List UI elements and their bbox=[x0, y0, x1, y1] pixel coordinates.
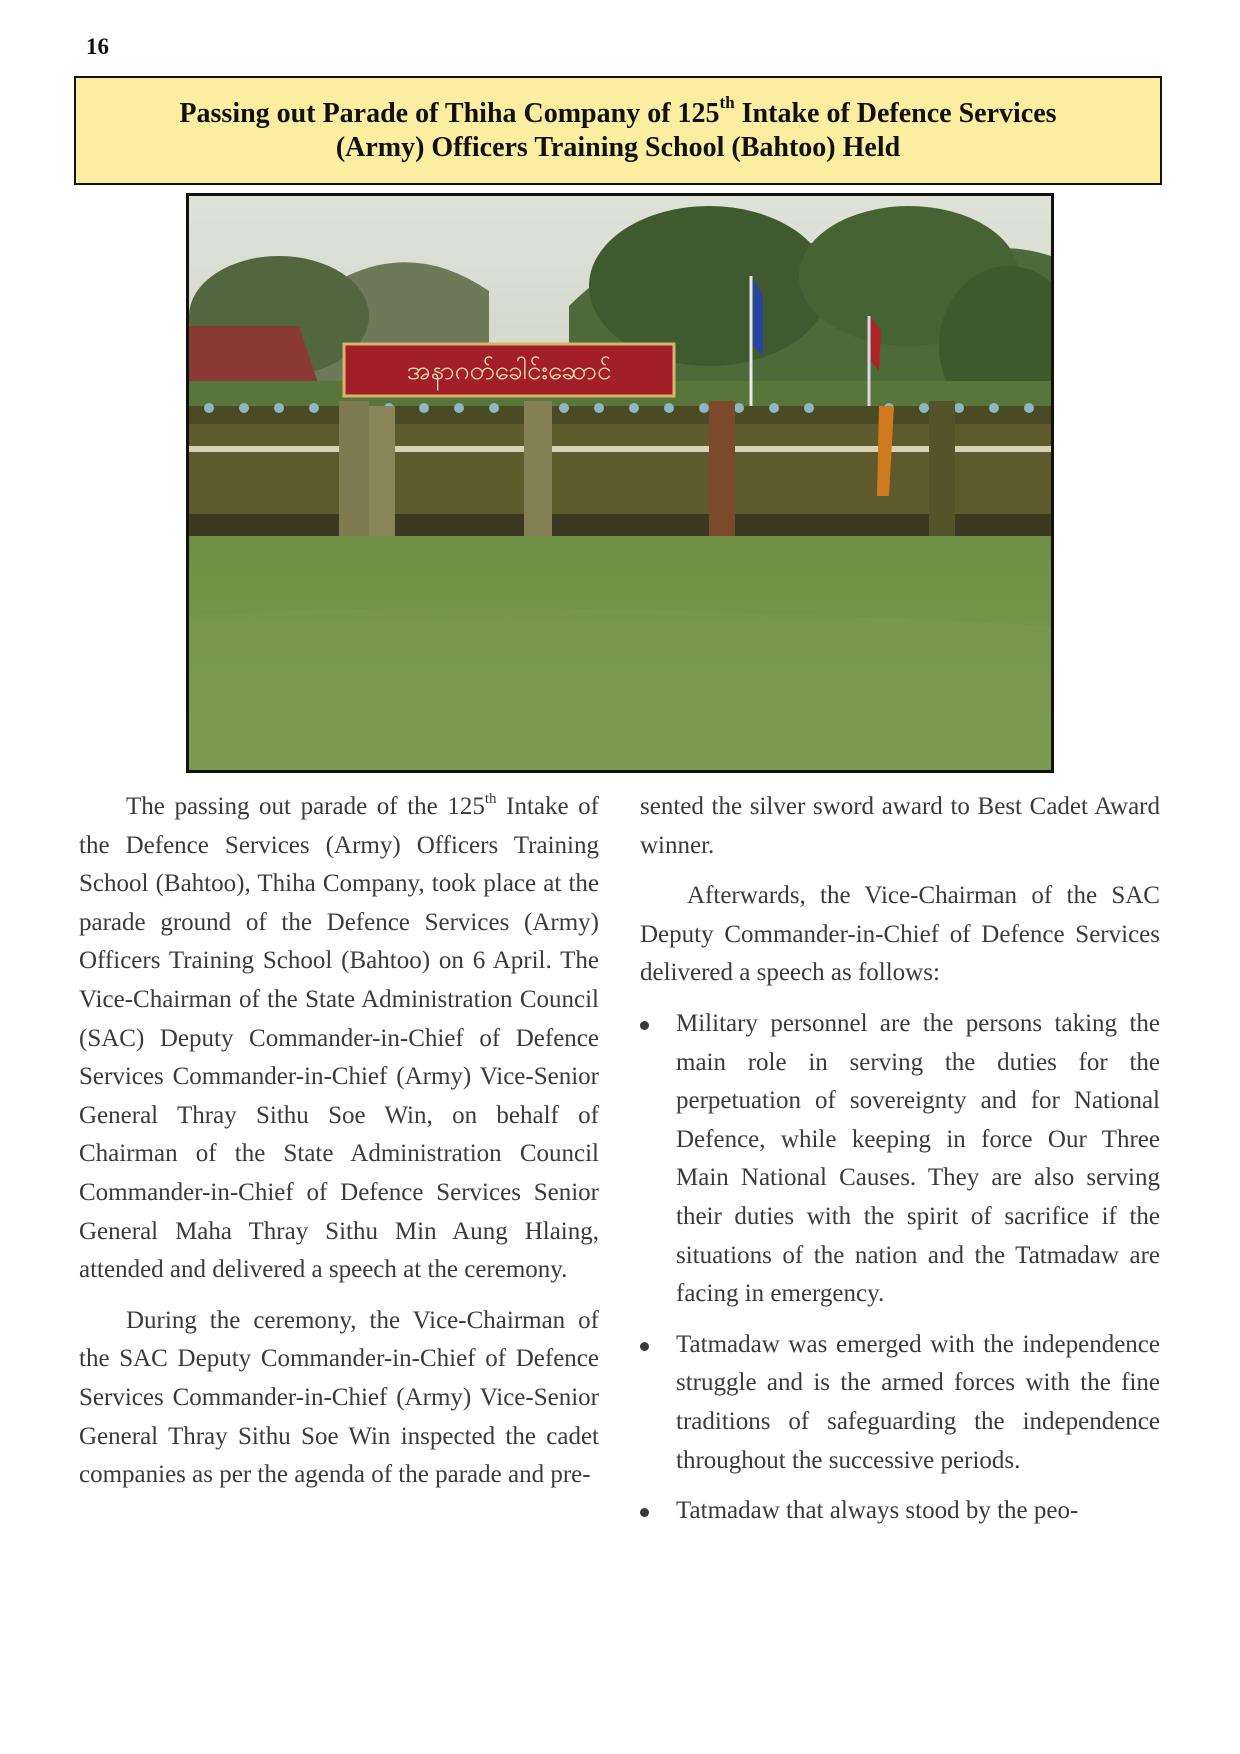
article-column-right bbox=[640, 788, 1160, 1543]
page-number: 16 bbox=[86, 34, 109, 59]
article-paragraph: sented the silver sword award to Best Cadet Award winner. bbox=[640, 793, 1160, 859]
article-paragraph: The passing out parade of the 125th Intake of the Defence Services (Army) Officers Training School (Bahtoo), Thiha Company, took place at the parade ground of the Defence Services (Army) Officers Training School (Bahtoo) on 6 April. The Vice-Chairman of the State Administration Council (SAC) Deputy Commander-in-Chief of Defence Services Commander-in-Chief (Army) Vice-Senior General Thray Sithu Soe Win, on behalf of Chairman of the State Administration Council Commander-in-Chief of Defence Services Senior General Maha Thray Sithu Min Aung Hlaing, attended and delivered a speech at the ceremony. bbox=[79, 790, 600, 1284]
speech-point: Tatmadaw was emerged with the independence struggle and is the armed forces with the fine traditions of safeguarding the independence throughout the successive periods. bbox=[640, 1326, 1160, 1480]
speech-point: Military personnel are the persons taking the main role in serving the duties for the perpetuation of sovereignty and for National Defence, while keeping in force Our Three Main National Causes. They are also serving their duties with the spirit of sacrifice if the situations of the nation and the Tatmadaw are facing in emergency. bbox=[640, 1005, 1160, 1314]
speech-points-list bbox=[640, 1005, 1160, 1531]
article-paragraph: During the ceremony, the Vice-Chairman of the SAC Deputy Commander-in-Chief of Defence Services Commander-in-Chief (Army) Vice-Senior General Thray Sithu Soe Win inspected the cadet companies as per the agenda of the parade and pre- bbox=[79, 1306, 599, 1489]
parade-photo bbox=[186, 193, 1054, 773]
headline-box bbox=[74, 76, 1162, 185]
headline-line-2: (Army) Officers Training School (Bahtoo) Held bbox=[335, 131, 901, 163]
parade-photo-illustration bbox=[189, 196, 1051, 770]
headline-line-1: Passing out Parade of Thiha Company of 125th Intake of Defence Services bbox=[179, 93, 1057, 129]
speech-point: Tatmadaw that always stood by the peo- bbox=[640, 1492, 1160, 1531]
article-column-left bbox=[79, 788, 599, 1495]
banner-text: အနာဂတ်ခေါင်းဆောင် bbox=[406, 356, 612, 386]
ordinal-suffix: th bbox=[719, 93, 735, 113]
article-paragraph: Afterwards, the Vice-Chairman of the SAC Deputy Commander-in-Chief of Defence Services delivered a speech as follows: bbox=[640, 882, 1160, 987]
